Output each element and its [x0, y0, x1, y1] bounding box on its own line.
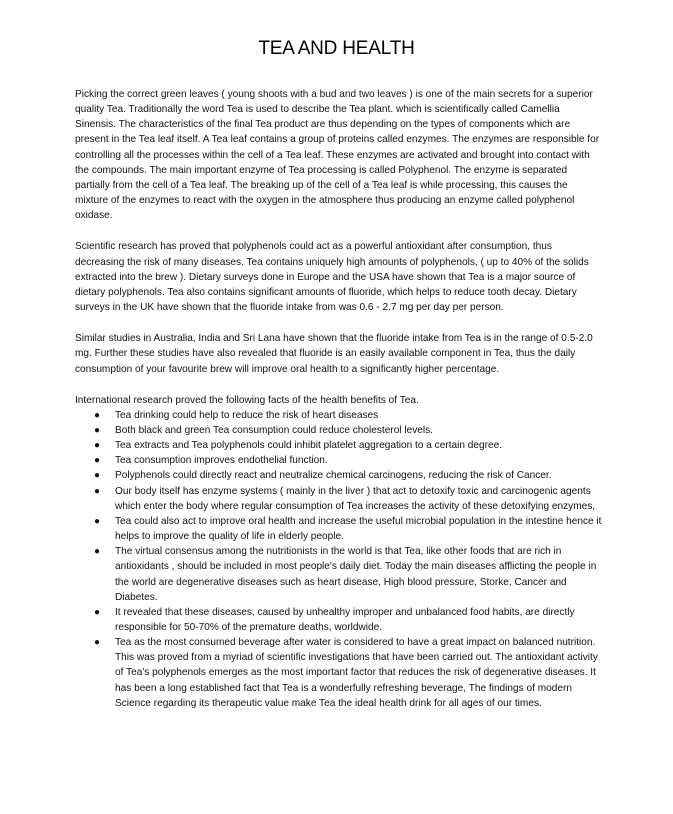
bullet-icon: ● — [94, 470, 101, 482]
list-item-text: Our body itself has enzyme systems ( mainly in the liver ) that act to detoxify toxic and carcinogenic agents which enter the body where regular consumption of Tea increases the activity of these detoxifying enzymes, — [115, 485, 596, 512]
bullet-icon: ● — [94, 424, 101, 436]
document-body — [75, 87, 603, 711]
list-item — [75, 408, 603, 423]
paragraph-enzymes: Picking the correct green leaves ( young shoots with a bud and two leaves ) is one of the main secrets for a superior quality Tea. Traditionally the word Tea is used to describe the Tea plant. which is scientifically called Camellia Sinensis. The characteristics of the final Tea product are thus depending on the types of components which are present in the Tea leaf itself. A Tea leaf contains a group of proteins called enzymes. The enzymes are responsible for controlling all the processes within the cell of a Tea leaf. These enzymes are activated and brought into contact with the compounds. The main important enzyme of Tea processing is called Polyphenol. The enzyme is separated partially from the cell of a Tea leaf. The breaking up of the cell of a Tea leaf is while processing, this causes the mixture of the enzymes to react with the oxygen in the atmosphere thus producing an enzyme called polyphenol oxidase. — [75, 89, 600, 222]
bullet-icon: ● — [94, 606, 101, 618]
list-item — [75, 514, 603, 544]
paragraph-polyphenols: Scientific research has proved that polyphenols could act as a powerful antioxidant after consumption, thus decreasing the risk of many diseases. Tea contains uniquely high amounts of polyphenols, ( up to 40% of the solids extracted into the brew ). Dietary surveys done in Europe and the USA have shown that Tea is a major source of dietary polyphenols. Tea also contains significant amounts of fluoride, which helps to reduce tooth decay. Dietary surveys in the UK have shown that the fluoride intake from was 0.6 - 2.7 mg per day per person. — [75, 241, 589, 314]
list-item-text: Tea drinking could help to reduce the risk of heart diseases — [115, 409, 379, 421]
list-item-text: Polyphenols could directly react and neutralize chemical carcinogens, reducing the risk of Cancer. — [115, 470, 552, 482]
list-item — [75, 423, 603, 438]
list-item-text: It revealed that these diseases, caused by unhealthy improper and unbalanced food habits, are directly responsible for 50-70% of the premature deaths, worldwide. — [115, 606, 575, 633]
bullet-icon: ● — [94, 440, 101, 452]
paragraph-fluoride: Similar studies in Australia, India and Sri Lana have shown that the fluoride intake from Tea is in the range of 0.5-2.0 mg. Further these studies have also revealed that fluoride is an easily available component in Tea, thus the daily consumption of your favourite brew will improve oral health to a significantly higher percentage. — [75, 333, 593, 375]
list-item — [75, 544, 603, 605]
list-item — [75, 605, 603, 635]
list-item — [75, 635, 603, 711]
bullet-icon: ● — [94, 515, 101, 527]
list-item-text: Both black and green Tea consumption could reduce cholesterol levels. — [115, 424, 433, 436]
list-item-text: Tea extracts and Tea polyphenols could inhibit platelet aggregation to a certain degree. — [115, 440, 503, 452]
list-item-text: Tea could also act to improve oral health and increase the useful microbial population in the intestine hence it helps to improve the quality of life in elderly people. — [115, 515, 602, 543]
list-item-text: The virtual consensus among the nutritionists in the world is that Tea, like other foods that are rich in antioxidants , should be included in most people's daily diet. Today the main diseases afflicting the people in the world are degenerative diseases such as heart disease, High blood pressure, Storke, Cancer and Diabetes. — [115, 546, 597, 603]
list-intro: International research proved the following facts of the health benefits of Tea. — [75, 394, 419, 406]
bullet-icon: ● — [94, 546, 101, 558]
bullet-icon: ● — [94, 637, 101, 649]
document-title: TEA AND HEALTH — [258, 38, 415, 59]
list-item-text: Tea as the most consumed beverage after water is considered to have a great impact on balanced nutrition. This was proved from a myriad of scientific investigations that have been carried out. The antioxidant activity of Tea's polyphenols emerges as the most important factor that reduces the risk of degenerative diseases. It has been a long established fact that Tea is a wonderfully refreshing beverage, The findings of modern Science regarding its therapeutic value make Tea the ideal health drink for all ages of our times. — [115, 637, 598, 709]
list-item — [75, 484, 603, 514]
list-item — [75, 438, 603, 453]
bullet-icon: ● — [94, 455, 101, 467]
list-item-text: Tea consumption improves endothelial function. — [115, 455, 328, 467]
list-item — [75, 468, 603, 483]
health-facts-list — [75, 408, 603, 711]
bullet-icon: ● — [94, 409, 101, 421]
list-item — [75, 453, 603, 468]
bullet-icon: ● — [94, 485, 101, 497]
